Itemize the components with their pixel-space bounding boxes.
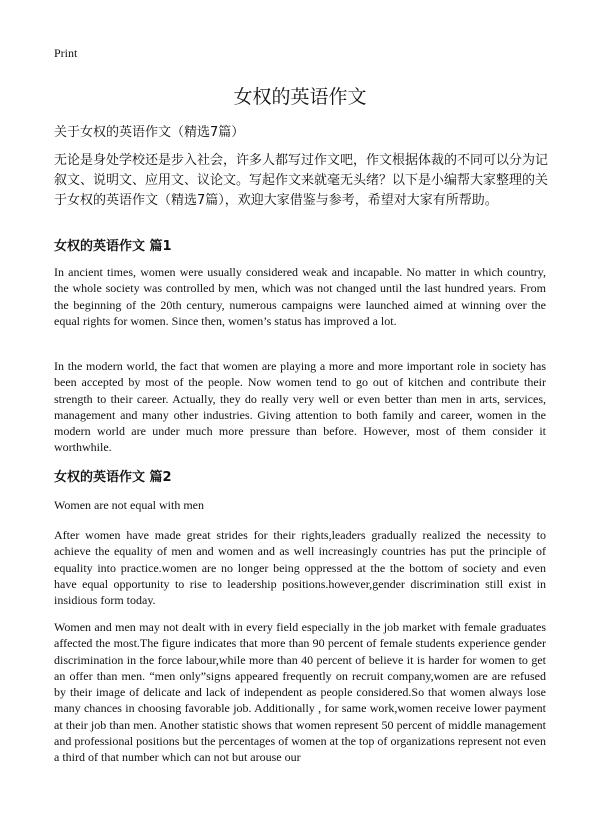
section-1-paragraph-2: In the modern world, the fact that women are playing a more and more important role in society has been accepted by most of the people. Now women tend to go out of kitchen and contribute their strength to their career. Actually, they do really very well or even better than men in arts, services, management and many other industries. Giving attention to both family and career, women in the modern world are under much more pressure than before. However, most of them consider it worthwhile. <box>54 359 546 455</box>
intro-paragraph: 无论是身处学校还是步入社会，许多人都写过作文吧，作文根据体裁的不同可以分为记叙文、说明文、应用文、议论文。写起作文来就毫无头绪？以下是小编帮大家整理的关于女权的英语作文（精选7篇），欢迎大家借鉴与参考，希望对大家有所帮助。 <box>54 153 549 208</box>
section-1-paragraph-1: In ancient times, women were usually considered weak and incapable. No matter in which country, the whole society was controlled by men, which was not changed until the last hundred years. From the beginning of the 20th century, numerous campaigns were launched aimed at winning over the equal rights for women. Since then, women’s status has improved a lot. <box>54 265 546 328</box>
print-label: Print <box>54 46 78 60</box>
section-2-heading: 女权的英语作文 篇2 <box>54 470 172 485</box>
section-1-heading: 女权的英语作文 篇1 <box>54 239 172 254</box>
document-title: 女权的英语作文 <box>233 86 367 108</box>
section-2-paragraph-1: Women are not equal with men <box>54 498 204 512</box>
section-2-paragraph-2: After women have made great strides for their rights,leaders gradually realized the necessity to achieve the equality of men and women and as well increasingly countries has put the principle of equality into practice.women are no longer being oppressed at the the bottom of society and even have equal opportunity to rise to leadership positions.however,gender discrimination still exist in insidious form today. <box>54 528 546 608</box>
section-2-paragraph-3: Women and men may not dealt with in every field especially in the job market with female graduates affected the most.The figure indicates that more than 90 percent of female students experience gender discrimination in the force labour,while more than 40 percent of believe it is harder for women to get an offer than men. “men only”signs appeared frequently on recruit company,women are are refused by their image of delicate and lack of independent as people considered.So that women always lose many chances in choosing favorable job. Additionally , for same work,women receive lower payment at their job than men. Another statistic shows that women represent 50 percent of middle management and professional positions but the percentages of women at the top of organizations represent not even a third of that number which can not but arouse our <box>54 620 546 765</box>
document-subtitle: 关于女权的英语作文（精选7篇） <box>54 125 245 140</box>
